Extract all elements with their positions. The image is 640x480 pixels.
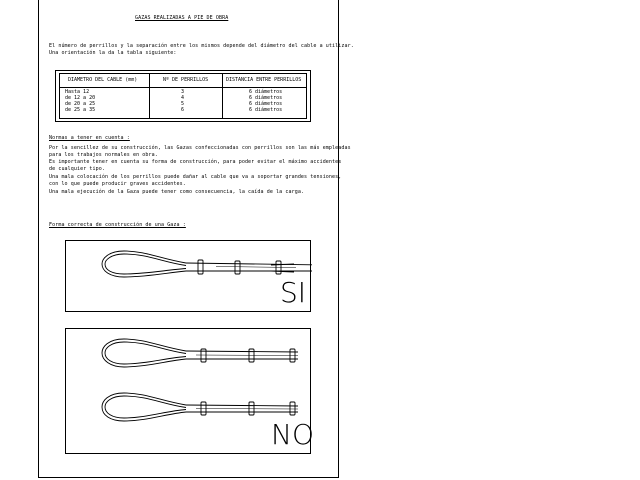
- table-cell: de 12 a 20: [65, 95, 96, 101]
- normas-heading: Normas a tener en cuenta :: [49, 135, 130, 141]
- correct-eye-splice-drawing: [66, 241, 312, 313]
- page-title: GAZAS REALIZADAS A PIE DE OBRA: [135, 15, 229, 21]
- table-cell: 3: [181, 89, 185, 95]
- table-header-divider: [59, 87, 307, 88]
- table-cell: 6 diámetros: [249, 101, 283, 107]
- correct-label: SI: [280, 276, 307, 309]
- incorrect-panel: [65, 328, 314, 454]
- table-header-perrillos: Nº DE PERRILLOS: [163, 77, 209, 83]
- intro-line-1: El número de perrillos y la separación entre los mismos depende del diámetro del cable a utilizar.: [49, 43, 354, 49]
- drawing-sheet: [38, 0, 354, 478]
- table-header-diametro: DIAMETRO DEL CABLE (mm): [68, 77, 138, 83]
- table-header-distancia: DISTANCIA ENTRE PERRILLOS: [226, 77, 302, 83]
- forma-heading: Forma correcta de construcción de una Gaza :: [49, 222, 186, 228]
- table-cell: Hasta 12: [65, 89, 90, 95]
- normas-line: para los trabajos normales en obra.: [49, 152, 158, 158]
- intro-line-2: Una orientación la da la tabla siguiente:: [49, 50, 177, 56]
- normas-line: de cualquier tipo.: [49, 166, 105, 172]
- table-col-divider-2: [222, 73, 223, 119]
- incorrect-label: NO: [271, 418, 314, 451]
- table-cell: 4: [181, 95, 185, 101]
- table-cell: 6 diámetros: [249, 107, 283, 113]
- table-col-divider-1: [149, 73, 150, 119]
- normas-line: Por la sencillez de su construcción, las Gazas confeccionadas con perrillos son las más empleadas: [49, 145, 351, 151]
- normas-line: Una mala ejecución de la Gaza puede tener como consecuencia, la caída de la carga.: [49, 189, 305, 195]
- table-cell: de 20 a 25: [65, 101, 96, 107]
- normas-line: Una mala colocación de los perrillos puede dañar al cable que va a soportar grandes tensiones,: [49, 174, 342, 180]
- table-cell: 6: [181, 107, 185, 113]
- table-cell: de 25 a 35: [65, 107, 96, 113]
- normas-line: con lo que puede producir graves accidentes.: [49, 181, 186, 187]
- normas-line: Es importante tener en cuenta su forma de construcción, para poder evitar el máximo accidentes: [49, 159, 342, 165]
- table-cell: 6 diámetros: [249, 95, 283, 101]
- table-cell: 5: [181, 101, 185, 107]
- correct-panel: [65, 240, 311, 312]
- table-cell: 6 diámetros: [249, 89, 283, 95]
